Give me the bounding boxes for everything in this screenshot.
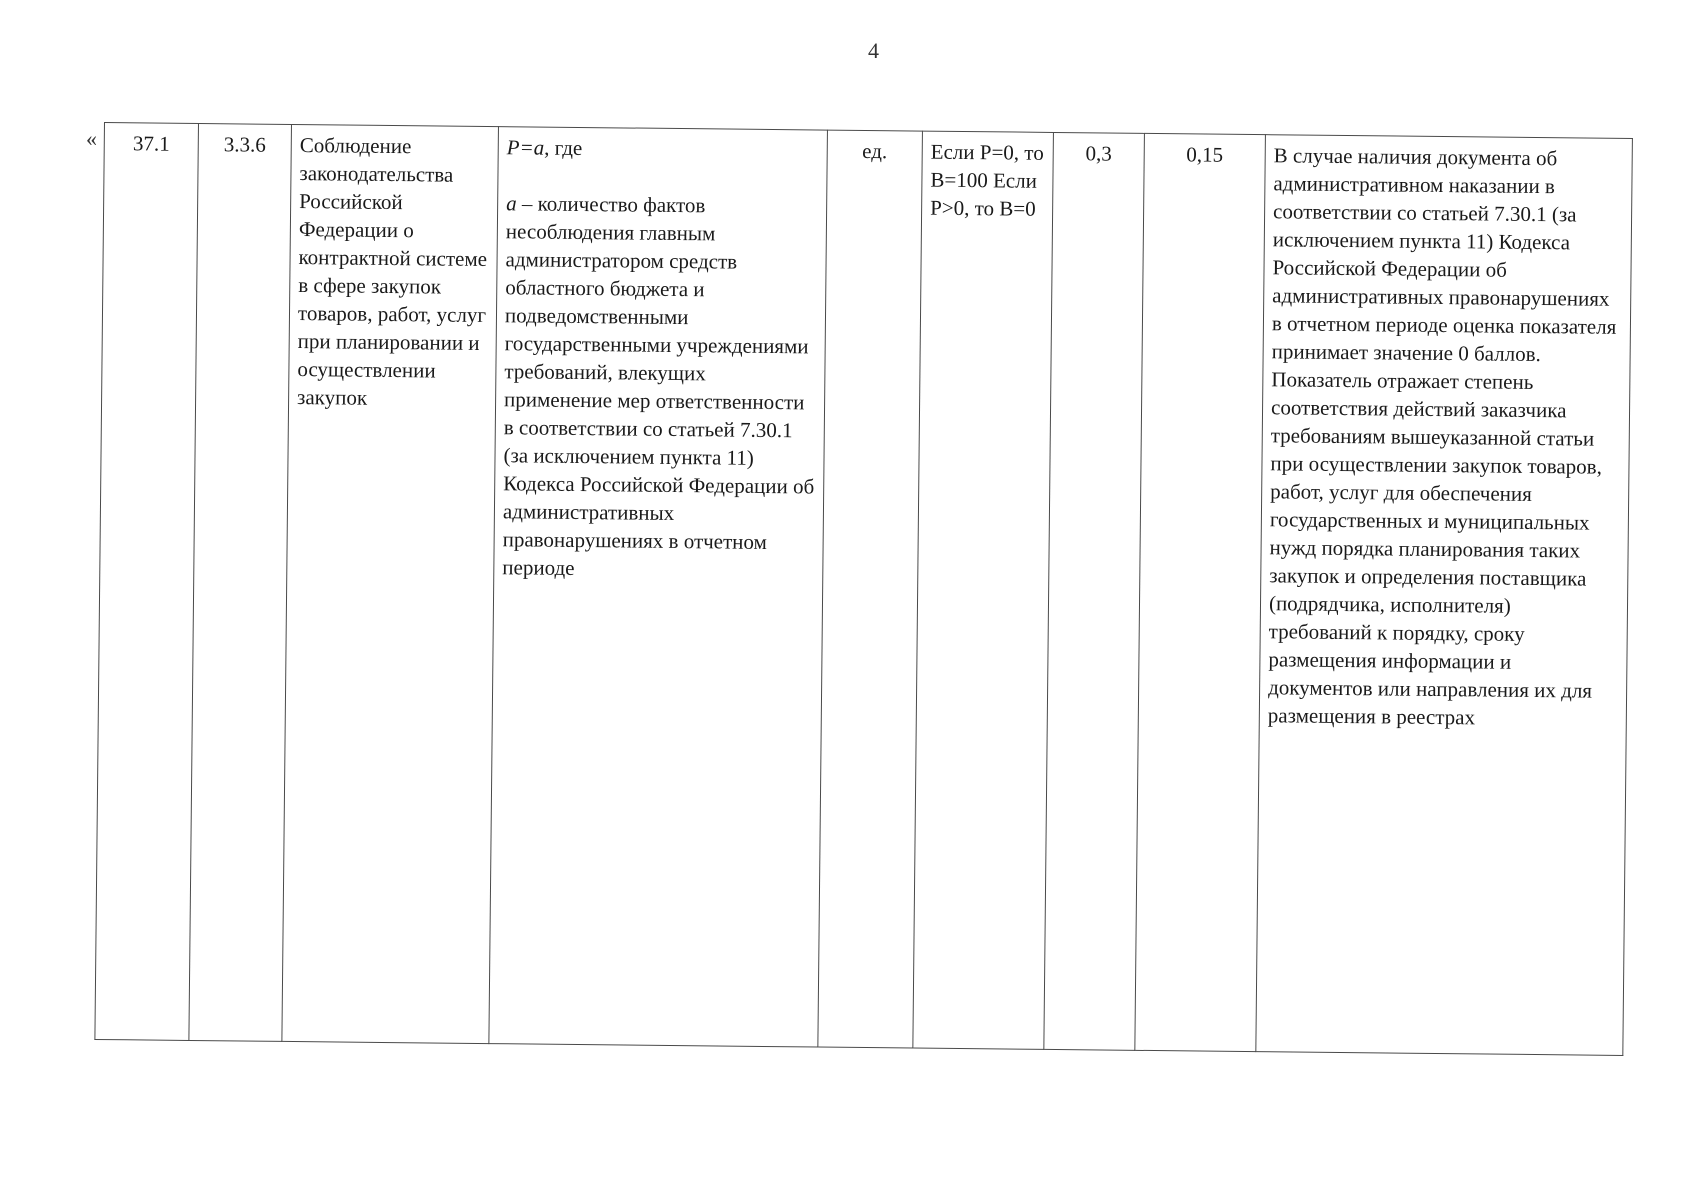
- row-number-cell: [95, 123, 199, 1041]
- indicator-name: Соблюдение законодательства Российской Федерации о контрактной системе в сфере закупок товаров, работ, услуг при планировании и осуществлении закупок: [297, 133, 488, 410]
- weight-value: 0,3: [1085, 141, 1112, 166]
- row-number: 37.1: [132, 131, 170, 156]
- indicator-table: [94, 122, 1633, 1056]
- formula-cell: [489, 127, 828, 1047]
- comment-cell: [1256, 135, 1633, 1056]
- formula-where: , где: [544, 135, 583, 161]
- table-row: [95, 123, 1633, 1056]
- variable-name: a: [506, 191, 517, 216]
- code-cell: [189, 123, 292, 1041]
- indicator-code: 3.3.6: [223, 132, 266, 157]
- formula-expression: P=a: [506, 135, 545, 160]
- unit-cell: [818, 130, 923, 1048]
- weight-group-cell: [1135, 133, 1266, 1051]
- opening-quote-mark: «: [86, 126, 97, 151]
- comment-text: В случае наличия документа об административном наказании в соответствии со статьей 7.30.1 (за исключением пункта 11) Кодекса Российской Федерации об административных правонарушениях в отчетном периоде оценка показателя принимает значение 0 баллов. Показатель отражает степень соответствия действий заказчика требованиям вышеуказанной статьи при осуществлении закупок товаров, работ, услуг для обеспечения государственных и муниципальных нужд порядка планирования таких закупок и определения поставщика (подрядчика, исполнителя) требований к порядку, сроку размещения информации и документов или направления их для размещения в реестрах: [1267, 143, 1617, 730]
- page-number: 4: [868, 38, 879, 63]
- unit-of-measure: ед.: [862, 138, 888, 164]
- weight-cell: [1044, 132, 1145, 1050]
- scoring-cell: [913, 131, 1054, 1049]
- weight-group-value: 0,15: [1186, 142, 1224, 167]
- indicator-name-cell: [282, 124, 499, 1043]
- scoring-rule: Если P=0, то B=100 Если P>0, то B=0: [930, 139, 1044, 221]
- variable-description: – количество фактов несоблюдения главным администратором средств областного бюджета и подведомственными государственными учреждениями требований, влекущих применение мер ответственности в соответствии со статьей 7.30.1 (за исключением пункта 11) Кодекса Российской Федерации об административных правонарушениях в отчетном периоде: [502, 191, 815, 580]
